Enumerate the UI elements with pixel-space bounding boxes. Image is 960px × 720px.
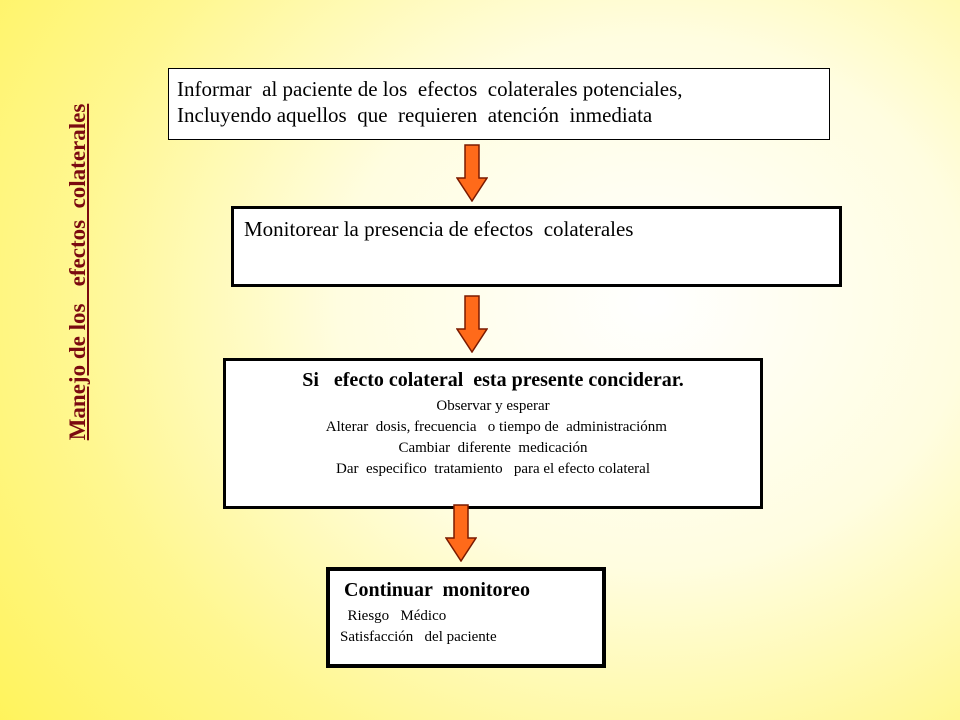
step-continue-heading: Continuar monitoreo xyxy=(344,579,530,601)
step-inform-patient xyxy=(168,68,830,140)
arrow-down-icon xyxy=(456,144,488,202)
step-inform-line-1: Informar al paciente de los efectos colaterales potenciales, xyxy=(177,77,683,101)
step-monitor-effects xyxy=(231,206,842,287)
side-title: Manejo de los efectos colaterales xyxy=(65,103,90,441)
step-consider-item: Observar y esperar xyxy=(436,398,550,414)
step-consider-item: Cambiar diferente medicación xyxy=(398,440,588,456)
step-inform-line-2: Incluyendo aquellos que requieren atención inmediata xyxy=(177,103,653,127)
step-continue-item: Riesgo Médico xyxy=(340,608,447,624)
arrow-down-icon xyxy=(445,504,477,562)
step-consider-heading: Si efecto colateral esta presente conciderar. xyxy=(302,369,684,391)
step-consider-actions xyxy=(223,358,763,509)
step-consider-item: Alterar dosis, frecuencia o tiempo de administraciónm xyxy=(319,419,667,435)
step-continue-monitoring xyxy=(326,567,606,668)
step-continue-item: Satisfacción del paciente xyxy=(340,629,497,645)
arrow-down-icon xyxy=(456,295,488,353)
step-monitor-text: Monitorear la presencia de efectos colaterales xyxy=(244,217,634,241)
step-consider-item: Dar especifico tratamiento para el efecto colateral xyxy=(336,461,650,477)
